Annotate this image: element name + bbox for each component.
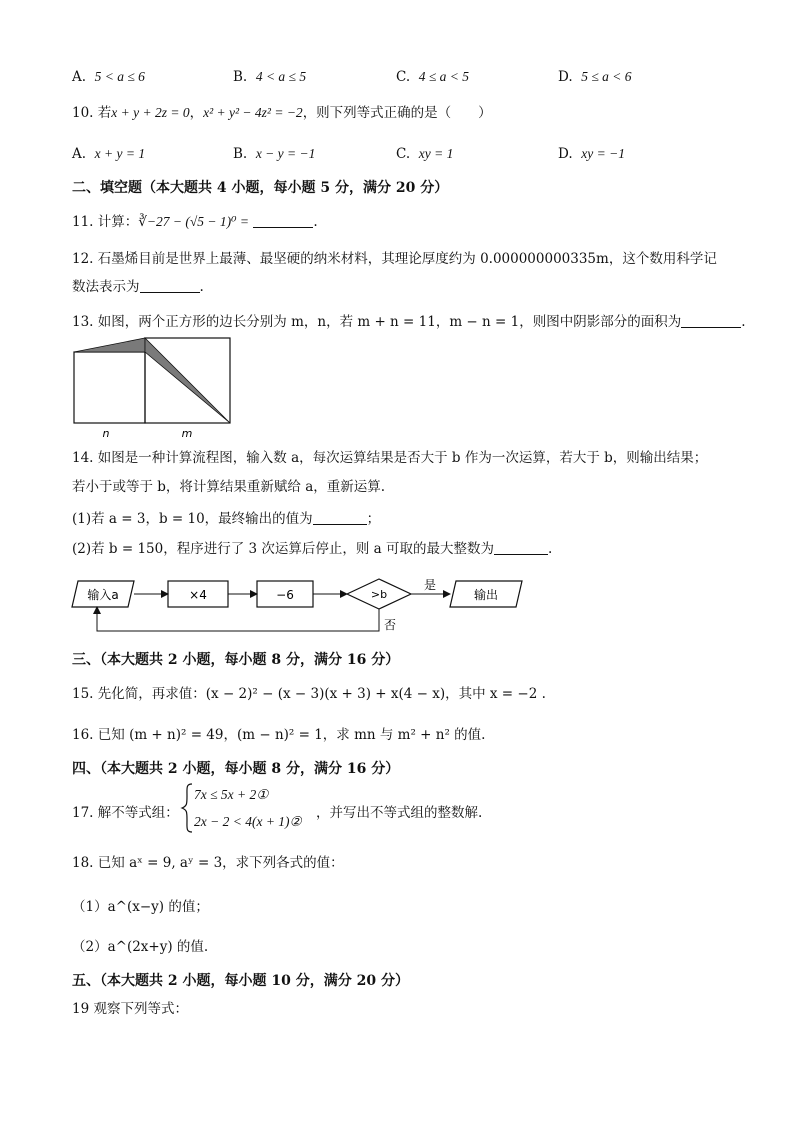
question-text: 若小于或等于 b，将计算结果重新赋给 a，重新运算. [72, 479, 386, 495]
question-13 [72, 313, 746, 331]
question-19 [72, 1000, 188, 1018]
answer-blank[interactable] [313, 511, 367, 525]
q9-option-d [558, 68, 632, 86]
question-text: (1)若 a = 3，b = 10，最终输出的值为 [72, 511, 313, 527]
question-number: 14. [72, 450, 94, 466]
answer-blank[interactable] [494, 541, 548, 555]
system-brace [180, 782, 194, 834]
punctuation: . [199, 279, 204, 295]
option-text: xy = −1 [581, 146, 625, 161]
q9-option-c [396, 68, 469, 86]
answer-blank[interactable] [253, 214, 313, 228]
question-17-post: ，并写出不等式组的整数解. [316, 805, 483, 821]
question-text: (2)若 b = 150，程序进行了 3 次运算后停止，则 a 可取的最大整数为 [72, 541, 495, 557]
label-n: n [102, 427, 110, 440]
question-text: 先化简，再求值：(x − 2)² − (x − 3)(x + 3) + x(4 − x)，其中 x = −2 . [97, 686, 546, 702]
question-14-line2 [72, 478, 385, 496]
question-12 [72, 250, 717, 268]
inequality-1: 7x ≤ 5x + 2① [194, 787, 269, 802]
option-label: C. [396, 146, 411, 162]
expression: ∛−27 − (√5 − 1)⁰ = [138, 214, 250, 229]
option-label: A. [72, 146, 87, 162]
q9-option-a [72, 68, 145, 86]
question-text: 如图，两个正方形的边长分别为 m，n，若 m + n = 11，m − n = 1，则图中阴影部分的面积为 [97, 314, 682, 330]
section-heading-2: 二、填空题（本大题共 4 小题，每小题 5 分，满分 20 分） [72, 180, 449, 196]
section-heading-5: 五、（本大题共 2 小题，每小题 10 分，满分 20 分） [72, 973, 409, 989]
question-number: 15. [72, 686, 94, 702]
flowchart [70, 575, 570, 637]
compare-label: >b [370, 588, 388, 601]
question-10 [72, 104, 492, 122]
answer-blank[interactable] [681, 314, 741, 328]
question-text: 解不等式组： [97, 805, 179, 821]
loop-arrow [97, 607, 379, 631]
output-label: 输出 [473, 588, 499, 602]
option-label: A. [72, 69, 87, 85]
question-number: 16. [72, 727, 94, 743]
question-17 [72, 804, 179, 822]
label-m: m [181, 427, 193, 440]
question-14-sub2 [72, 540, 552, 558]
question-15 [72, 685, 546, 703]
shaded-region-diagonal [145, 338, 230, 423]
punctuation: ； [366, 511, 381, 527]
option-text: x + y = 1 [94, 146, 146, 161]
question-number: 10. [72, 105, 94, 121]
question-14-sub1 [72, 510, 380, 528]
shaded-region-top [74, 338, 145, 352]
inequality-2: 2x − 2 < 4(x + 1)② [194, 814, 302, 829]
yes-label: 是 [423, 578, 437, 592]
option-text: x − y = −1 [255, 146, 316, 161]
section-heading-3: 三、（本大题共 2 小题，每小题 8 分，满分 16 分） [72, 652, 400, 668]
question-text: 已知 aˣ = 9, aʸ = 3，求下列各式的值： [97, 855, 344, 871]
q10-option-b [233, 145, 315, 163]
equation: x + y + 2z = 0 [111, 105, 190, 120]
question-number: 19 [72, 1001, 90, 1017]
question-text: 石墨烯目前是世界上最薄、最坚硬的纳米材料，其理论厚度约为 0.000000000335m，这个数用科学记 [97, 251, 717, 267]
punctuation: . [313, 214, 318, 230]
question-number: 17. [72, 805, 94, 821]
squares-figure [70, 334, 236, 442]
option-text: xy = 1 [418, 146, 454, 161]
option-text: 4 < a ≤ 5 [255, 69, 307, 84]
figure-lines [74, 338, 230, 423]
question-18 [72, 854, 344, 872]
punctuation: . [548, 541, 553, 557]
question-12-line2 [72, 278, 204, 296]
q10-option-c [396, 145, 453, 163]
question-text: 如图是一种计算流程图，输入数 a，每次运算结果是否大于 b 作为一次运算，若大于 b，则输出结果； [97, 450, 708, 466]
section-heading-4: 四、（本大题共 2 小题，每小题 8 分，满分 16 分） [72, 761, 400, 777]
q10-option-d [558, 145, 625, 163]
question-16 [72, 726, 485, 744]
option-label: D. [558, 146, 573, 162]
option-label: C. [396, 69, 411, 85]
option-label: B. [233, 146, 248, 162]
separator: ， [189, 105, 204, 121]
answer-blank[interactable] [140, 279, 200, 293]
minus6-label: −6 [276, 588, 294, 602]
equation: x² + y² − 4z² = −2 [203, 105, 303, 120]
question-text: ，则下列等式正确的是（ ） [302, 105, 492, 121]
punctuation: . [741, 314, 746, 330]
input-label: 输入a [87, 588, 119, 602]
question-number: 18. [72, 855, 94, 871]
question-text: 观察下列等式： [93, 1001, 188, 1017]
question-text: 若 [97, 105, 112, 121]
question-text: 计算： [97, 214, 139, 230]
question-14 [72, 449, 707, 467]
question-11 [72, 213, 318, 231]
q9-option-b [233, 68, 306, 86]
question-number: 13. [72, 314, 94, 330]
question-text: 已知 (m + n)² = 49，(m − n)² = 1，求 mn 与 m² + n² 的值. [97, 727, 486, 743]
option-label: B. [233, 69, 248, 85]
question-18-sub1: （1）a^(x−y) 的值； [72, 899, 209, 915]
q10-option-a [72, 145, 145, 163]
option-text: 4 ≤ a < 5 [418, 69, 470, 84]
no-label: 否 [383, 618, 397, 632]
question-text: 数法表示为 [72, 279, 140, 295]
option-text: 5 ≤ a < 6 [581, 69, 632, 84]
small-square [74, 352, 145, 423]
question-18-sub2: （2）a^(2x+y) 的值. [72, 939, 209, 955]
option-label: D. [558, 69, 573, 85]
option-text: 5 < a ≤ 6 [94, 69, 145, 84]
question-number: 12. [72, 251, 94, 267]
times4-label: ×4 [189, 588, 207, 602]
question-number: 11. [72, 214, 94, 230]
